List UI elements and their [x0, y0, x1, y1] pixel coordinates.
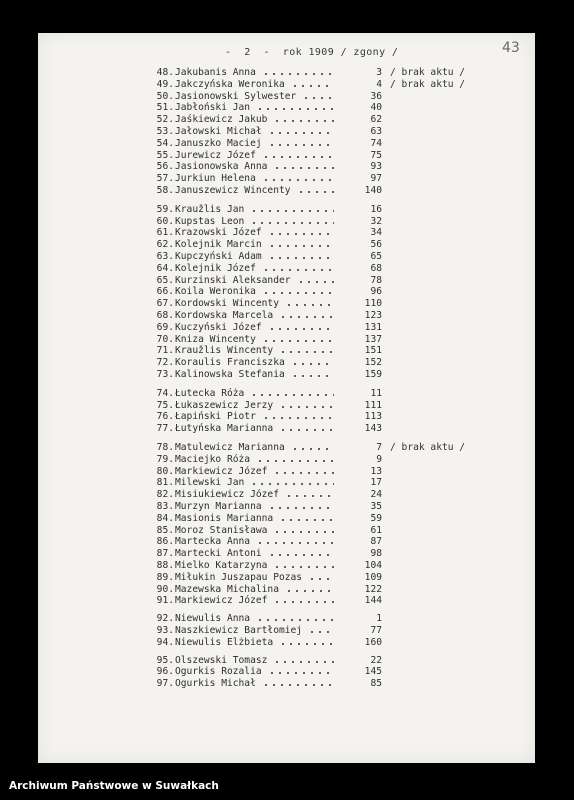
- list-item: [0, 637, 574, 649]
- list-item: [0, 239, 574, 251]
- entry-number: 74.: [156, 387, 174, 399]
- list-item: [0, 572, 574, 584]
- list-item: [0, 584, 574, 596]
- entry-number: 60.: [156, 215, 174, 227]
- list-item: [0, 560, 574, 572]
- list-item: [0, 595, 574, 607]
- entry-page: 152: [364, 357, 382, 369]
- entry-page: 22: [370, 654, 382, 666]
- entry-name: Martecka Anna: [175, 536, 251, 548]
- entry-number: 77.: [156, 423, 174, 435]
- entry-number: 54.: [156, 137, 174, 149]
- entry-page: 159: [364, 369, 382, 380]
- folio-number: 43: [502, 40, 520, 56]
- dot-leader: [273, 472, 334, 474]
- list-item: [0, 666, 574, 678]
- list-item: [0, 400, 574, 412]
- entry-name: Olszewski Tomasz: [175, 654, 268, 666]
- dot-leader: [273, 120, 334, 122]
- list-item: [0, 357, 574, 369]
- dot-leader: [279, 519, 334, 521]
- dot-leader: [285, 590, 334, 592]
- entry-name: Kolejnik Józef: [175, 262, 256, 274]
- entry-name: Jurkiun Helena: [175, 173, 256, 185]
- entry-page: 131: [364, 321, 382, 333]
- entry-page: 17: [370, 477, 382, 489]
- entry-name: Ogurkis Michał: [175, 678, 256, 690]
- entry-number: 56.: [156, 161, 174, 173]
- entry-name: Markiewicz Józef: [175, 465, 268, 477]
- entry-page: 85: [370, 678, 382, 690]
- entry-number: 52.: [156, 114, 174, 126]
- entry-number: 95.: [156, 654, 174, 666]
- entry-name: Kalinowska Stefania: [175, 369, 285, 380]
- entry-name: Łutyńska Marianna: [175, 423, 274, 435]
- entry-page: 98: [370, 548, 382, 560]
- list-item: [0, 454, 574, 466]
- entry-page: 32: [370, 215, 382, 227]
- entry-page: 151: [364, 345, 382, 357]
- entry-number: 96.: [156, 666, 174, 678]
- dot-leader: [262, 417, 334, 419]
- list-item: [0, 411, 574, 423]
- entry-number: 76.: [156, 411, 174, 423]
- list-item: [0, 625, 574, 637]
- entry-name: Milewski Jan: [175, 477, 245, 489]
- entry-number: 70.: [156, 333, 174, 345]
- entry-name: Łapiński Piotr: [175, 411, 256, 423]
- entry-number: 66.: [156, 286, 174, 298]
- list-item: [0, 322, 574, 334]
- entry-page: 145: [364, 666, 382, 678]
- entry-number: 97.: [156, 678, 174, 690]
- dot-leader: [262, 684, 334, 686]
- entry-name: Kupczyński Adam: [175, 251, 262, 262]
- entry-number: 59.: [156, 203, 174, 215]
- entry-name: Naszkiewicz Bartłomiej: [175, 625, 303, 636]
- dot-leader: [268, 507, 334, 509]
- entry-name: Kniza Wincenty: [175, 333, 256, 345]
- entry-page: 63: [370, 126, 382, 137]
- entry-name: Niewulis Anna: [175, 613, 251, 625]
- list-item: [0, 114, 574, 126]
- dot-leader: [279, 351, 334, 353]
- entry-name: Jasionowski Sylwester: [175, 90, 297, 102]
- entry-number: 49.: [156, 78, 174, 90]
- entry-number: 88.: [156, 560, 174, 571]
- entry-name: Ogurkis Rozalia: [175, 666, 262, 678]
- list-item: [0, 477, 574, 489]
- list-item: [0, 388, 574, 400]
- entry-name: Łutecka Róża: [175, 387, 245, 399]
- dot-leader: [256, 619, 334, 621]
- entry-page: 34: [370, 227, 382, 239]
- dot-leader: [268, 144, 334, 146]
- list-item: [0, 369, 574, 381]
- entry-page: 75: [370, 149, 382, 161]
- list-item: [0, 423, 574, 435]
- dot-leader: [250, 394, 334, 396]
- entry-page: 160: [364, 636, 382, 648]
- dot-leader: [273, 531, 334, 533]
- entry-name: Misiukiewicz Józef: [175, 489, 279, 501]
- entry-number: 65.: [156, 274, 174, 286]
- entry-page: 104: [364, 560, 382, 571]
- dot-leader: [268, 672, 334, 674]
- entry-number: 85.: [156, 524, 174, 536]
- entry-name: Martecki Antoni: [175, 548, 262, 560]
- entry-name: Mielko Katarzyna: [175, 560, 268, 571]
- dot-leader: [268, 554, 334, 556]
- entry-number: 57.: [156, 173, 174, 185]
- entry-number: 75.: [156, 399, 174, 411]
- entry-note: / brak aktu /: [390, 442, 466, 453]
- entry-name: Jabłoński Jan: [175, 102, 251, 114]
- entry-number: 82.: [156, 489, 174, 501]
- dot-leader: [291, 363, 334, 365]
- dot-leader: [268, 245, 334, 247]
- entry-number: 61.: [156, 227, 174, 239]
- dot-leader: [268, 257, 334, 259]
- list-item: [0, 298, 574, 310]
- entry-page: 93: [370, 161, 382, 173]
- entry-page: 1: [376, 613, 382, 625]
- dot-leader: [250, 210, 334, 212]
- entry-number: 78.: [156, 442, 174, 453]
- entry-number: 72.: [156, 357, 174, 369]
- entry-name: Kuczyński Józef: [175, 321, 262, 333]
- list-item: [0, 79, 574, 91]
- dot-leader: [262, 292, 334, 294]
- dot-leader: [268, 328, 334, 330]
- entry-page: 144: [364, 595, 382, 607]
- list-item: [0, 126, 574, 138]
- entry-page: 40: [370, 102, 382, 114]
- entry-number: 69.: [156, 321, 174, 333]
- list-item: [0, 102, 574, 114]
- dot-leader: [268, 233, 334, 235]
- dot-leader: [279, 643, 334, 645]
- page-header: - 2 - rok 1909 / zgony /: [225, 47, 399, 58]
- archive-footer-bar: [0, 772, 574, 800]
- entry-number: 94.: [156, 636, 174, 648]
- entry-number: 84.: [156, 512, 174, 524]
- entry-page: 113: [364, 411, 382, 423]
- list-item: [0, 345, 574, 357]
- dot-leader: [262, 179, 334, 181]
- dot-leader: [308, 578, 334, 580]
- entry-page: 7: [376, 442, 382, 453]
- entry-name: Kupstas Leon: [175, 215, 245, 227]
- entry-name: Kordowski Wincenty: [175, 298, 279, 310]
- entry-name: Kraužlis Jan: [175, 203, 245, 215]
- entry-name: Jakubanis Anna: [175, 67, 256, 78]
- list-item: [0, 286, 574, 298]
- dot-leader: [250, 222, 334, 224]
- list-item: [0, 334, 574, 346]
- entry-page: 16: [370, 203, 382, 215]
- list-item: [0, 161, 574, 173]
- entry-name: Koila Weronika: [175, 286, 256, 298]
- list-item: [0, 204, 574, 216]
- list-item: [0, 173, 574, 185]
- entry-number: 73.: [156, 369, 174, 380]
- entry-name: Jaśkiewicz Jakub: [175, 114, 268, 126]
- list-item: [0, 678, 574, 690]
- list-item: [0, 613, 574, 625]
- entry-page: 62: [370, 114, 382, 126]
- dot-leader: [279, 316, 334, 318]
- entry-page: 4: [376, 78, 382, 90]
- dot-leader: [285, 495, 334, 497]
- entry-name: Januszko Maciej: [175, 137, 262, 149]
- entry-number: 86.: [156, 536, 174, 548]
- entry-page: 35: [370, 501, 382, 512]
- entry-page: 68: [370, 262, 382, 274]
- entry-number: 89.: [156, 571, 174, 583]
- entry-number: 53.: [156, 126, 174, 137]
- entry-number: 81.: [156, 477, 174, 489]
- entry-page: 109: [364, 571, 382, 583]
- dot-leader: [279, 406, 334, 408]
- dot-leader: [268, 132, 334, 134]
- entry-number: 62.: [156, 239, 174, 251]
- entry-page: 11: [370, 387, 382, 399]
- list-item: [0, 185, 574, 197]
- dot-leader: [285, 304, 334, 306]
- entry-name: Masionis Marianna: [175, 512, 274, 524]
- entry-name: Kordowska Marcela: [175, 310, 274, 321]
- dot-leader: [273, 661, 334, 663]
- entry-name: Niewulis Elżbieta: [175, 636, 274, 648]
- entry-number: 63.: [156, 251, 174, 262]
- list-item: [0, 442, 574, 454]
- entry-page: 77: [370, 625, 382, 636]
- list-item: [0, 655, 574, 667]
- entry-page: 24: [370, 489, 382, 501]
- list-item: [0, 227, 574, 239]
- entry-name: Jałowski Michał: [175, 126, 262, 137]
- entry-page: 123: [364, 310, 382, 321]
- list-item: [0, 91, 574, 103]
- dot-leader: [291, 448, 334, 450]
- dot-leader: [250, 483, 334, 485]
- entry-page: 87: [370, 536, 382, 548]
- list-item: [0, 466, 574, 478]
- list-item: [0, 525, 574, 537]
- dot-leader: [256, 108, 334, 110]
- entry-name: Moroz Stanisława: [175, 524, 268, 536]
- list-item: [0, 548, 574, 560]
- entry-page: 61: [370, 524, 382, 536]
- entry-name: Mazewska Michalina: [175, 583, 279, 595]
- entry-number: 48.: [156, 67, 174, 78]
- list-item: [0, 536, 574, 548]
- entry-page: 9: [376, 453, 382, 465]
- entry-page: 74: [370, 137, 382, 149]
- entry-name: Krazowski Józef: [175, 227, 262, 239]
- dot-leader: [256, 460, 334, 462]
- dot-leader: [279, 429, 334, 431]
- dot-leader: [273, 167, 334, 169]
- entry-page: 3: [376, 67, 382, 78]
- entry-number: 51.: [156, 102, 174, 114]
- dot-leader: [262, 156, 334, 158]
- entry-number: 68.: [156, 310, 174, 321]
- entry-number: 91.: [156, 595, 174, 607]
- entry-page: 78: [370, 274, 382, 286]
- entry-name: Jasionowska Anna: [175, 161, 268, 173]
- entry-number: 71.: [156, 345, 174, 357]
- archive-name: Archiwum Państwowe w Suwałkach: [9, 780, 219, 792]
- entry-number: 55.: [156, 149, 174, 161]
- list-item: [0, 489, 574, 501]
- entry-page: 110: [364, 298, 382, 310]
- entry-page: 97: [370, 173, 382, 185]
- list-item: [0, 263, 574, 275]
- list-item: [0, 501, 574, 513]
- dot-leader: [302, 97, 334, 99]
- entry-page: 13: [370, 465, 382, 477]
- entry-page: 122: [364, 583, 382, 595]
- entry-name: Jurewicz Józef: [175, 149, 256, 161]
- entry-number: 87.: [156, 548, 174, 560]
- entry-name: Kolejnik Marcin: [175, 239, 262, 251]
- dot-leader: [297, 281, 334, 283]
- list-item: [0, 67, 574, 79]
- entry-name: Markiewicz Józef: [175, 595, 268, 607]
- dot-leader: [273, 566, 334, 568]
- list-item: [0, 216, 574, 228]
- dot-leader: [291, 375, 334, 377]
- entry-note: / brak aktu /: [390, 78, 466, 90]
- list-item: [0, 150, 574, 162]
- entry-number: 83.: [156, 501, 174, 512]
- entry-page: 56: [370, 239, 382, 251]
- entry-page: 36: [370, 90, 382, 102]
- entry-number: 93.: [156, 625, 174, 636]
- entry-name: Miłukin Juszapau Pozas: [175, 571, 303, 583]
- entry-name: Murzyn Marianna: [175, 501, 262, 512]
- entry-name: Maciejko Róża: [175, 453, 251, 465]
- entry-number: 92.: [156, 613, 174, 625]
- entry-number: 79.: [156, 453, 174, 465]
- list-item: [0, 251, 574, 263]
- dot-leader: [262, 73, 334, 75]
- entry-number: 90.: [156, 583, 174, 595]
- entry-page: 96: [370, 286, 382, 298]
- dot-leader: [297, 191, 334, 193]
- dot-leader: [256, 542, 334, 544]
- entry-number: 67.: [156, 298, 174, 310]
- entry-name: Januszewicz Wincenty: [175, 185, 291, 196]
- entry-page: 143: [364, 423, 382, 435]
- entry-page: 59: [370, 512, 382, 524]
- entry-number: 80.: [156, 465, 174, 477]
- dot-leader: [262, 269, 334, 271]
- entry-page: 111: [364, 399, 382, 411]
- entry-name: Łukaszewicz Jerzy: [175, 399, 274, 411]
- dot-leader: [291, 85, 334, 87]
- entry-note: / brak aktu /: [390, 67, 466, 78]
- entry-page: 140: [364, 185, 382, 196]
- entry-name: Kurzinski Aleksander: [175, 274, 291, 286]
- list-item: [0, 138, 574, 150]
- entry-name: Koraulis Franciszka: [175, 357, 285, 369]
- list-item: [0, 310, 574, 322]
- dot-leader: [262, 340, 334, 342]
- entry-name: Kraužlis Wincenty: [175, 345, 274, 357]
- list-item: [0, 513, 574, 525]
- list-item: [0, 275, 574, 287]
- entry-number: 58.: [156, 185, 174, 196]
- entry-name: Matulewicz Marianna: [175, 442, 285, 453]
- entry-number: 64.: [156, 262, 174, 274]
- entry-page: 137: [364, 333, 382, 345]
- entry-number: 50.: [156, 90, 174, 102]
- dot-leader: [308, 631, 334, 633]
- dot-leader: [273, 601, 334, 603]
- entry-name: Jakczyńska Weronika: [175, 78, 285, 90]
- entry-page: 65: [370, 251, 382, 262]
